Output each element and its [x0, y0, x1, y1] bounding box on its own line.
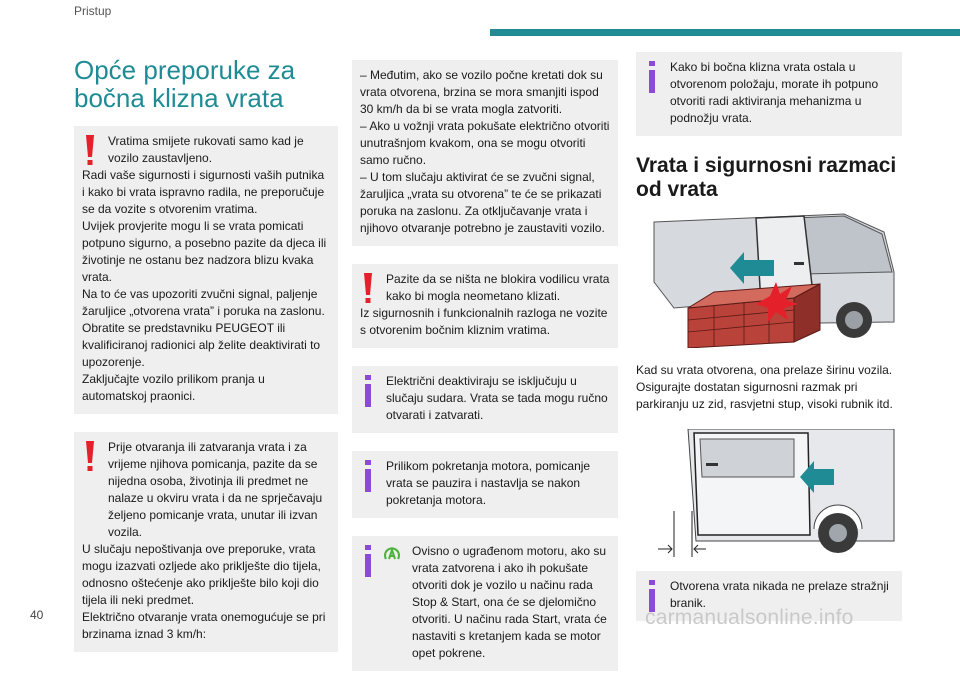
- warning-text: Iz sigurnosnih i funkcionalnih razloga ne vozite s otvorenim bočnim kliznim vratima.: [360, 306, 608, 337]
- header-accent-bar: [490, 29, 960, 36]
- rear-bumper-clearance-illustration: [644, 429, 898, 557]
- info-text: Otvorena vrata nikada ne prelaze stražnji branik.: [670, 579, 889, 610]
- warning-text: Uvijek provjerite mogu li se vrata pomicati potpuno sigurno, a posebno pazite da djeca ili životinje ne ostanu bez nadzora blizu kvaka vrata.: [82, 219, 327, 284]
- warning-text: Zaključajte vozilo prilikom pranja u automatskoj praonici.: [82, 372, 265, 403]
- list-item: – U tom slučaju aktivirat će se zvučni signal, žaruljica „vrata su otvorena” te će se prikazati poruka na zaslonu. Za otključavanje vrata i njihovo otvaranje potrebno je zaustaviti vozilo.: [360, 170, 605, 235]
- warning-text: Prije otvaranja ili zatvaranja vrata i za vrijeme njihova pomicanja, pazite da se nijedna osoba, životinja ili predmet ne nalaze u okviru vrata i da ne sprječavaju željeno pomicanje vrata, unutar ili izvan vozila.: [108, 440, 323, 539]
- column-middle: [352, 60, 618, 689]
- list-item: – Ako u vožnji vrata pokušate električno otvoriti unutrašnjom kvakom, ona se mogu otvoriti samo ručno.: [360, 119, 610, 167]
- section-title-clearance: Vrata i sigurnosni razmaci od vrata: [636, 154, 897, 201]
- column-left: [74, 52, 338, 670]
- info-box-crash-deactivation: [352, 366, 618, 433]
- warning-box-guide-rail: [352, 264, 618, 348]
- warning-box-door-movement: [74, 432, 338, 652]
- stop-start-eco-icon: [382, 545, 402, 565]
- section-title-general: Opće preporuke za bočna klizna vrata: [74, 55, 296, 113]
- info-box-door-open-position: [636, 52, 902, 136]
- warning-box-sliding-door-use: [74, 126, 338, 414]
- info-marker-icon: [361, 460, 375, 492]
- info-box-engine-start: [352, 451, 618, 518]
- warning-exclamation-icon: [83, 441, 97, 473]
- warning-exclamation-icon: [83, 135, 97, 167]
- warning-text: U slučaju nepoštivanja ove preporuke, vrata mogu izazvati ozljede ako priklješte dio tijela, odnosno oštećenje ako priklješte bilo koji dio tijela ili neki predmet.: [82, 542, 321, 607]
- info-text: Električni deaktiviraju se isključuju u slučaju sudara. Vrata se tada mogu ručno otvarati i zatvarati.: [386, 374, 608, 422]
- warning-text: Električno otvaranje vrata onemogućuje se pri brzinama iznad 3 km/h:: [82, 610, 326, 641]
- watermark: carmanualsonline.info: [645, 606, 854, 629]
- info-text: Prilikom pokretanja motora, pomicanje vrata se pauzira i nastavlja se nakon pokretanja motora.: [386, 459, 591, 507]
- info-marker-icon: [361, 545, 375, 577]
- column-right: [636, 52, 902, 639]
- info-box-stop-start: [352, 536, 618, 671]
- info-text: Ovisno o ugrađenom motoru, ako su vrata zatvorena i ako ih pokušate otvoriti dok je vozilo u načinu rada Stop & Start, ona će se djelomično otvoriti. U načinu rada Start, vrata će nastaviti s kretanjem kada se motor opet pokrene.: [412, 544, 607, 660]
- van-door-wall-illustration: [644, 212, 898, 348]
- warning-exclamation-icon: [361, 273, 375, 305]
- warning-text: Pazite da se ništa ne blokira vodilicu vrata kako bi mogla neometano klizati.: [386, 272, 610, 303]
- info-box-speed-limits: [352, 60, 618, 246]
- info-marker-icon: [361, 375, 375, 407]
- body-text: Kad su vrata otvorena, ona prelaze širinu vozila. Osigurajte dostatan sigurnosni razmak pri parkiranju uz zid, rasvjetni stup, visoki rubnik itd.: [636, 363, 893, 411]
- warning-text: Na to će vas upozoriti zvučni signal, paljenje žaruljice „otvorena vrata” i poruka na zaslonu. Obratite se predstavniku PEUGEOT ili kvalificiranoj radionici alp želite deaktivirati to upozorenje.: [82, 287, 325, 369]
- info-text: Kako bi bočna klizna vrata ostala u otvorenom položaju, morate ih potpuno otvoriti radi aktiviranja mehanizma u podnožju vrata.: [670, 60, 879, 125]
- warning-text: Vratima smijete rukovati samo kad je vozilo zaustavljeno.: [108, 134, 304, 165]
- page-number: 40: [30, 608, 44, 622]
- list-item: – Međutim, ako se vozilo počne kretati dok su vrata otvorena, brzina se mora smanjiti ispod 30 km/h da bi se vrata mogla zatvoriti.: [360, 68, 603, 116]
- clearance-paragraph: [636, 362, 902, 413]
- warning-text: Radi vaše sigurnosti i sigurnosti vaših putnika i kako bi vrata ispravno radila, ne preporučuje se da vozite s otvorenim vratima.: [82, 168, 325, 216]
- info-marker-icon: [645, 61, 659, 93]
- page-header-label: Pristup: [74, 4, 112, 18]
